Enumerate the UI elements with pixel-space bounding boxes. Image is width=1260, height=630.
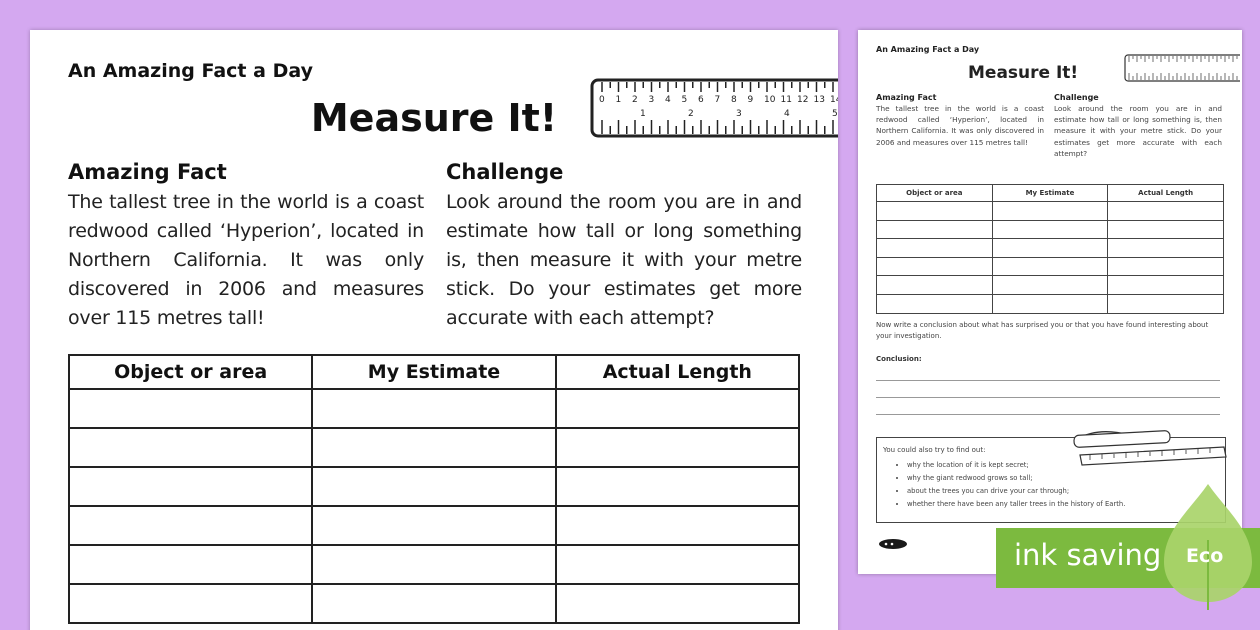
ruler-number: 8 (731, 95, 737, 105)
table-row (877, 202, 1224, 221)
table-cell[interactable] (556, 545, 799, 584)
conclusion-line (876, 380, 1220, 381)
preview-conclusion-prompt: Now write a conclusion about what has surprised you or that you have found interesting about your investigation. (876, 321, 1209, 340)
preview-header-object: Object or area (877, 185, 993, 202)
table-cell (877, 239, 993, 258)
table-header-estimate: My Estimate (312, 355, 555, 389)
find-out-intro: You could also try to find out: (883, 446, 986, 454)
tape-measure-icon (1054, 425, 1230, 469)
table-cell[interactable] (312, 584, 555, 623)
table-cell[interactable] (556, 506, 799, 545)
preview-conclusion-label: Conclusion: (876, 355, 922, 363)
table-row (69, 389, 799, 428)
ruler-icon (590, 78, 842, 138)
challenge-heading: Challenge (446, 160, 564, 184)
ruler-number: 9 (747, 95, 754, 105)
table-cell (1108, 239, 1224, 258)
challenge-text: Look around the room you are in and estimate how tall or long something is, then measure it with your metre stick. Do your estimates get more accurate with each attempt? (446, 191, 802, 329)
preview-challenge-section (1054, 93, 1222, 159)
table-header-object: Object or area (69, 355, 312, 389)
table-row (877, 294, 1224, 313)
table-cell[interactable] (312, 389, 555, 428)
table-row (69, 584, 799, 623)
table-row (877, 239, 1224, 258)
preview-challenge-text: Look around the room you are in and estimate how tall or long something is, then measure it with your metre stick. Do your estimates get more accurate with each attempt? (1054, 104, 1222, 158)
table-cell (1108, 202, 1224, 221)
conclusion-line (876, 414, 1220, 415)
ink-saving-label: ink saving (1014, 538, 1162, 572)
table-cell (877, 294, 993, 313)
table-cell[interactable] (69, 506, 312, 545)
amazing-fact-text: The tallest tree in the world is a coast redwood called ‘Hyperion’, located in Northern California. It was only discovered in 2006 and measures over 115 metres tall! (68, 191, 424, 329)
preview-fact-text: The tallest tree in the world is a coast redwood called ‘Hyperion’, located in Northern California. It was only discovered in 2006 and measures over 115 metres tall! (876, 104, 1044, 147)
table-cell[interactable] (556, 584, 799, 623)
table-cell[interactable] (556, 428, 799, 467)
ruler-number: 4 (665, 95, 671, 105)
table-row (877, 257, 1224, 276)
table-row (69, 467, 799, 506)
preview-ruler-icon (1124, 54, 1240, 82)
table-cell[interactable] (69, 389, 312, 428)
preview-measurement-table (876, 184, 1224, 314)
table-cell (1108, 294, 1224, 313)
table-cell[interactable] (556, 389, 799, 428)
ruler-number: 1 (640, 109, 646, 119)
table-cell[interactable] (312, 545, 555, 584)
table-cell (877, 257, 993, 276)
ruler-number: 11 (780, 95, 792, 105)
preview-fact-heading: Amazing Fact (876, 93, 937, 102)
table-cell (877, 276, 993, 295)
ruler-number: 14 (830, 95, 842, 105)
worksheet-kicker: An Amazing Fact a Day (68, 60, 313, 82)
measurement-table (68, 354, 800, 624)
ruler-number: 5 (832, 109, 838, 119)
ruler-number: 3 (648, 95, 655, 105)
ruler-number: 0 (599, 95, 605, 105)
table-cell (992, 257, 1108, 276)
conclusion-line (876, 397, 1220, 398)
list-item: • why the giant redwood grows so tall; (907, 472, 1217, 485)
table-cell (992, 239, 1108, 258)
ruler-number: 1 (615, 95, 622, 105)
table-cell (1108, 257, 1224, 276)
table-cell[interactable] (312, 467, 555, 506)
table-cell (992, 220, 1108, 239)
table-row (877, 220, 1224, 239)
preview-title: Measure It! (968, 63, 1079, 83)
ruler-number: 3 (736, 109, 742, 119)
table-cell[interactable] (69, 467, 312, 506)
amazing-fact-heading: Amazing Fact (68, 160, 227, 184)
table-cell (992, 294, 1108, 313)
ruler-number: 12 (797, 95, 809, 105)
ruler-number: 13 (813, 95, 825, 105)
table-row (69, 506, 799, 545)
preview-fact-section (876, 93, 1044, 148)
amazing-fact-section (68, 160, 424, 333)
table-cell[interactable] (69, 584, 312, 623)
table-cell[interactable] (312, 428, 555, 467)
publisher-logo (878, 538, 908, 550)
ruler-number: 7 (714, 95, 721, 105)
ruler-number: 10 (764, 95, 776, 105)
list-item: • why the location of it is kept secret; (907, 459, 1217, 472)
ruler-number: 4 (784, 109, 790, 119)
table-cell (1108, 276, 1224, 295)
table-row (69, 428, 799, 467)
ruler-number: 2 (632, 95, 638, 105)
worksheet-main-page (30, 30, 842, 630)
table-header-actual: Actual Length (556, 355, 799, 389)
table-cell[interactable] (69, 545, 312, 584)
ruler-number: 6 (698, 95, 704, 105)
challenge-section (446, 160, 802, 333)
preview-kicker: An Amazing Fact a Day (876, 45, 980, 54)
preview-header-actual: Actual Length (1108, 185, 1224, 202)
table-cell[interactable] (556, 467, 799, 506)
table-cell[interactable] (312, 506, 555, 545)
table-cell (992, 276, 1108, 295)
table-cell (1108, 220, 1224, 239)
ruler-number: 2 (688, 109, 694, 119)
eco-label: Eco (1186, 545, 1224, 567)
table-cell (877, 220, 993, 239)
preview-header-estimate: My Estimate (992, 185, 1108, 202)
table-row (877, 276, 1224, 295)
ruler-number: 5 (681, 95, 688, 105)
table-cell[interactable] (69, 428, 312, 467)
table-cell (992, 202, 1108, 221)
table-cell (877, 202, 993, 221)
list-item: • about the trees you can drive your car through; (907, 485, 1217, 498)
preview-challenge-heading: Challenge (1054, 93, 1099, 102)
worksheet-title: Measure It! (310, 96, 558, 140)
list-item: • whether there have been any taller trees in the history of Earth. (907, 498, 1217, 511)
table-row (69, 545, 799, 584)
